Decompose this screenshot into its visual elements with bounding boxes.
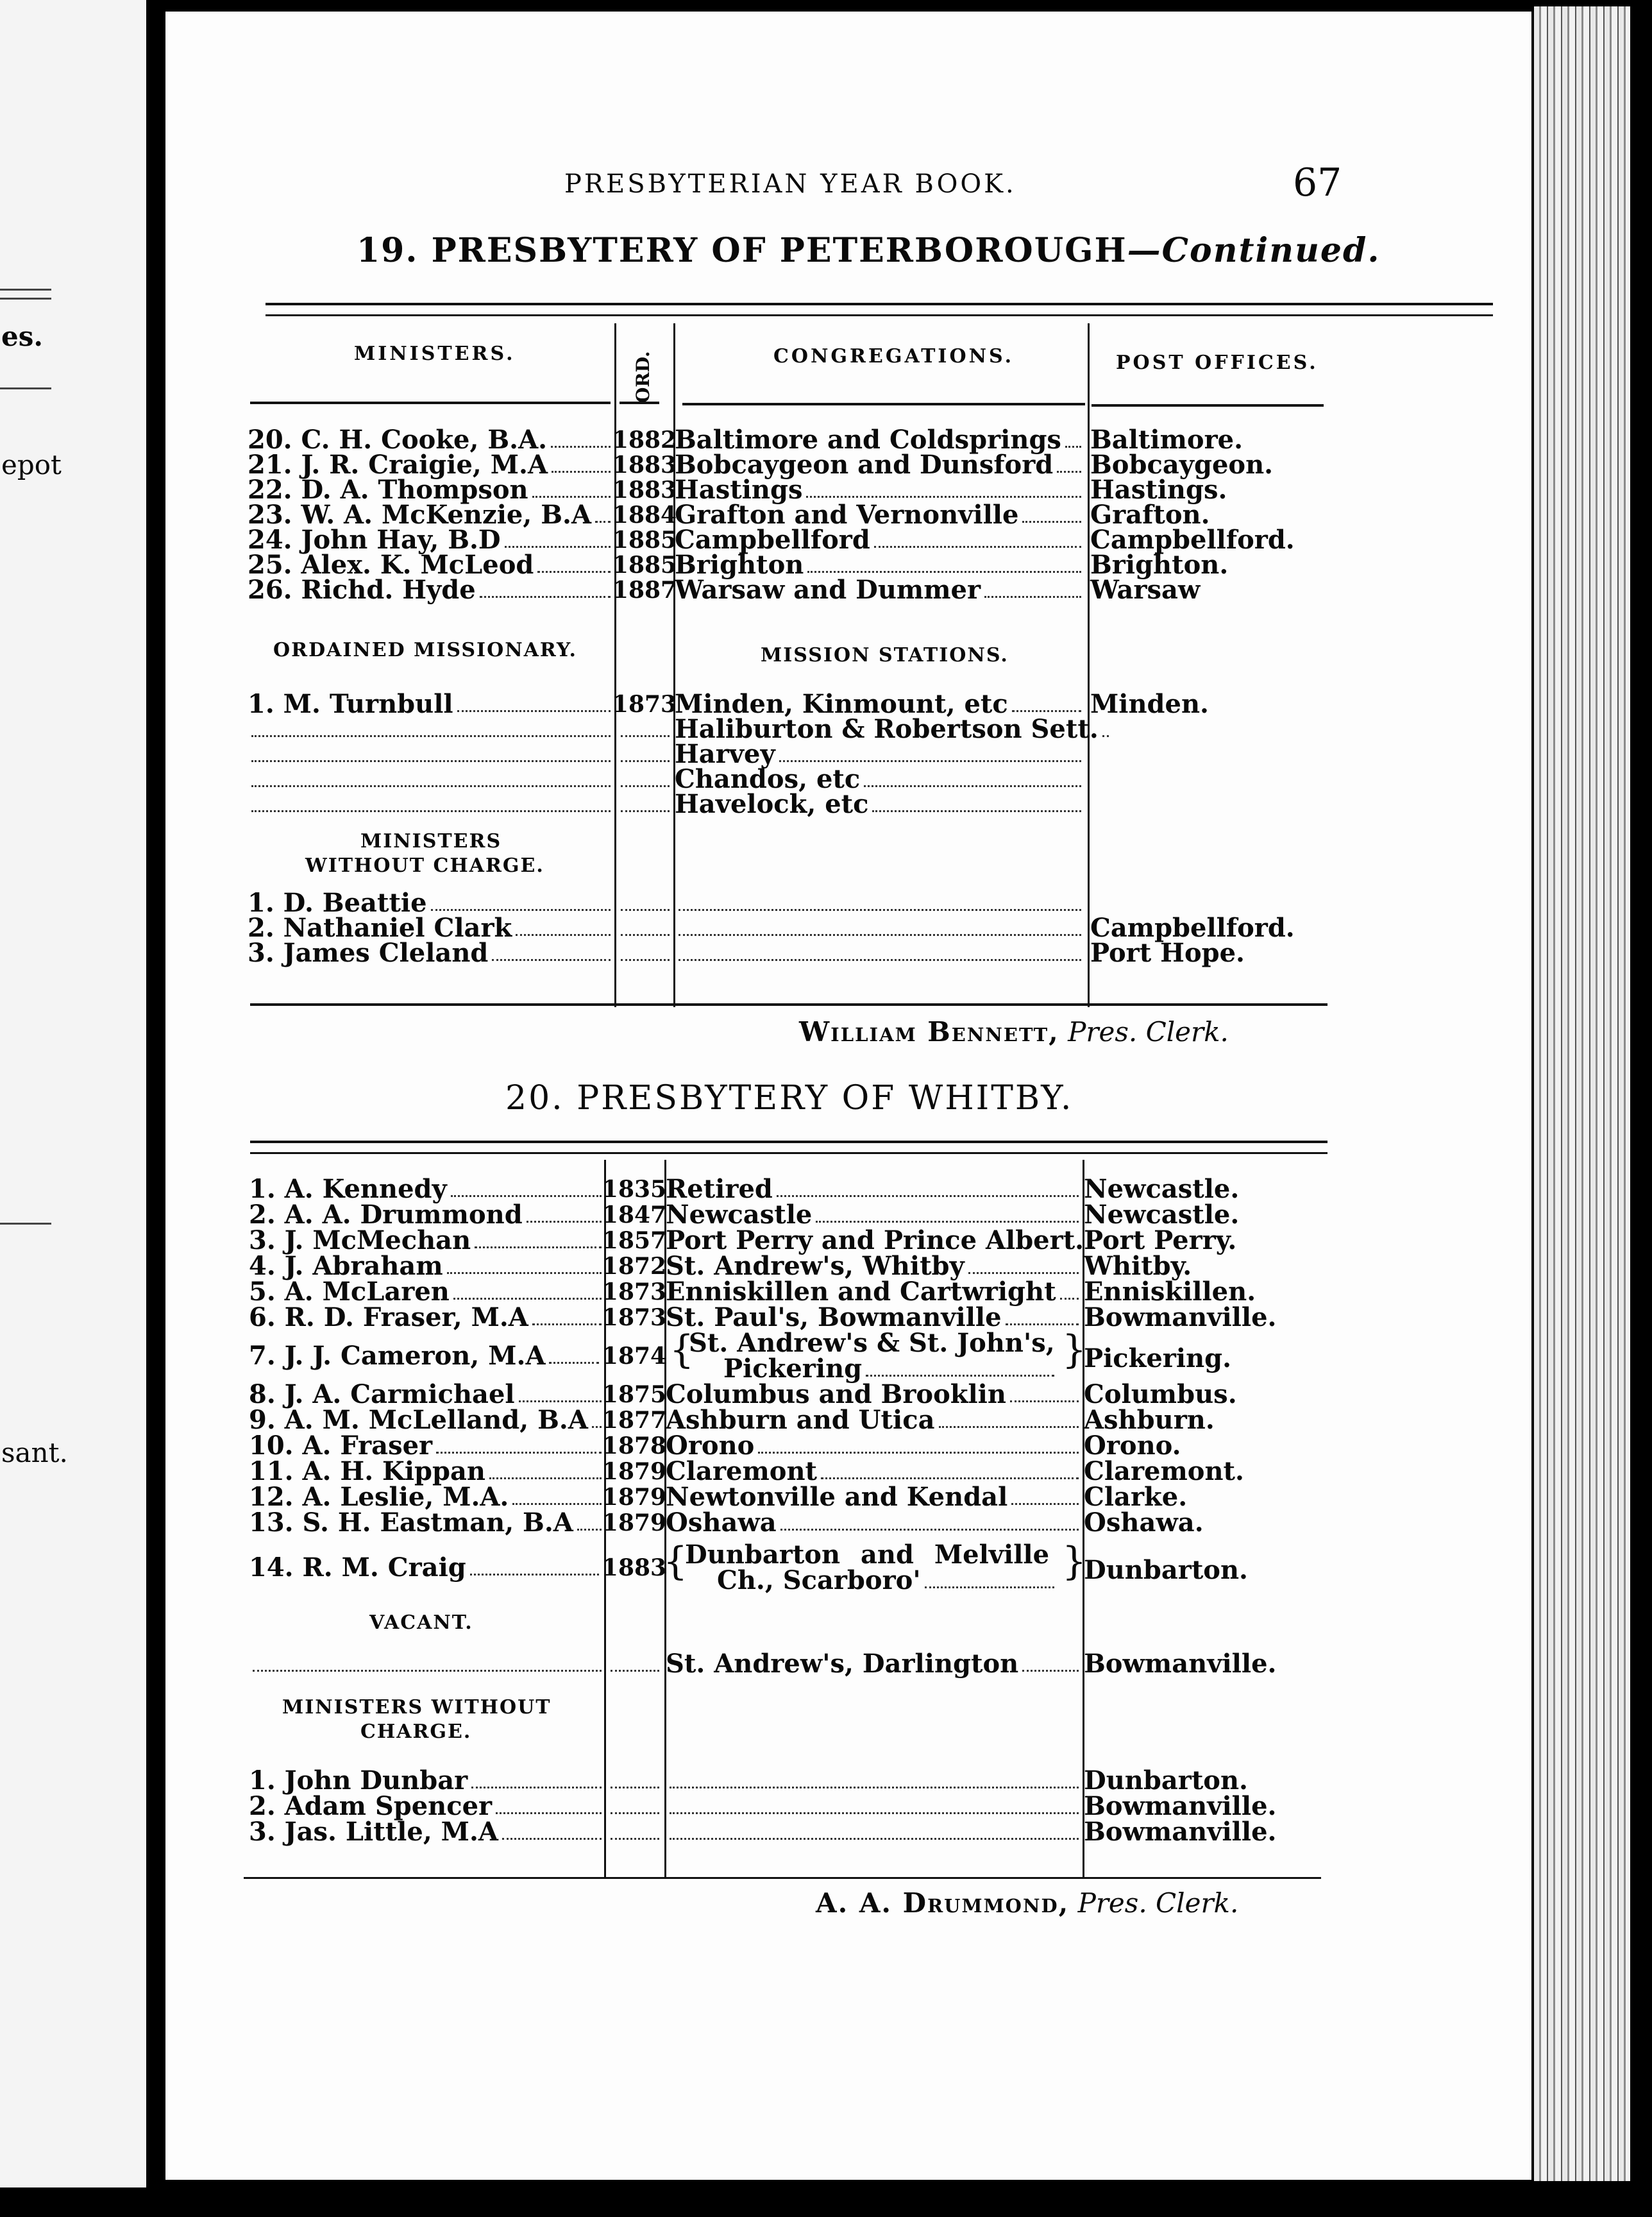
congregation: Retired: [666, 1174, 773, 1204]
book-page: [165, 12, 1531, 2180]
clerk-signature: [799, 1016, 1229, 1048]
congregation: Dunbarton and Melville: [685, 1540, 1050, 1570]
clerk-name: William Bennett,: [799, 1016, 1059, 1048]
minister-name: 24. John Hay, B.D: [248, 525, 501, 555]
table-row: [249, 1791, 1339, 1821]
post-office: Newcastle.: [1084, 1200, 1240, 1230]
ordination-year: 1879: [602, 1509, 667, 1536]
subheading-mission-stations: MISSION STATIONS.: [761, 644, 1009, 667]
congregation: Chandos, etc: [675, 764, 861, 794]
minister-name: 8. J. A. Carmichael: [249, 1379, 515, 1409]
table-row: [248, 552, 1338, 578]
post-office: Port Hope.: [1090, 938, 1245, 968]
table-row: [248, 577, 1338, 603]
post-office: Hastings.: [1090, 475, 1227, 505]
congregation: Claremont: [666, 1456, 818, 1486]
rule: [244, 1877, 1321, 1879]
congregation: Enniskillen and Cartwright: [666, 1277, 1056, 1307]
book-edge: [1534, 6, 1630, 2181]
table-row: [249, 1651, 1339, 1677]
minister-name: 20. C. H. Cooke, B.A.: [248, 425, 548, 455]
ordination-year: 1883: [612, 477, 677, 504]
table-row: [248, 739, 1338, 769]
minister-name: 7. J. J. Cameron, M.A: [249, 1341, 546, 1371]
congregation: Ch., Scarboro': [717, 1565, 921, 1595]
text-fragment: es.: [1, 321, 43, 352]
post-office: Grafton.: [1090, 500, 1210, 530]
minister-name: 10. A. Fraser: [249, 1431, 433, 1461]
table-row: [249, 1819, 1339, 1845]
post-office: Pickering.: [1084, 1343, 1232, 1373]
running-head: PRESBYTERIAN YEAR BOOK.: [564, 169, 1016, 199]
post-office: Baltimore.: [1090, 425, 1243, 455]
table-row: [249, 1456, 1339, 1486]
congregation: Columbus and Brooklin: [666, 1379, 1006, 1409]
table-row: [248, 527, 1338, 553]
congregation: St. Andrew's, Darlington: [666, 1649, 1019, 1679]
congregation: Havelock, etc: [675, 789, 869, 819]
table-row: 14. R. M. Craig 1883 { Dunbarton and Melville Ch., Scarboro' } Dunbarton.: [249, 1539, 1248, 1595]
minister-name: 1. M. Turnbull: [248, 689, 453, 719]
rule: [0, 289, 51, 291]
post-office: Minden.: [1090, 689, 1209, 719]
rule: [0, 298, 51, 300]
minister-name: 12. A. Leslie, M.A.: [249, 1482, 509, 1512]
section-title-whitby: 20. PRESBYTERY OF WHITBY.: [505, 1079, 1074, 1117]
ordination-year: 1885: [612, 552, 677, 579]
minister-name: 6. R. D. Fraser, M.A: [249, 1302, 528, 1332]
ordination-year: 1882: [612, 427, 677, 454]
post-office: Bowmanville.: [1084, 1649, 1277, 1679]
rule: [250, 402, 611, 404]
rule: [1092, 404, 1324, 407]
table-row: [248, 789, 1338, 819]
rule: [250, 1003, 1328, 1006]
ordination-year: 1883: [602, 1554, 667, 1581]
post-office: Warsaw: [1090, 575, 1201, 605]
minister-name: 2. Nathaniel Clark: [248, 913, 512, 943]
congregation: Port Perry and Prince Albert.: [666, 1225, 1084, 1255]
post-office: Ashburn.: [1084, 1405, 1215, 1435]
table-row: [248, 689, 1338, 719]
post-office: Oshawa.: [1084, 1508, 1204, 1538]
page-number: 67: [1293, 160, 1342, 205]
table-row: [248, 714, 1338, 744]
congregation: Hastings: [675, 475, 803, 505]
congregation: Warsaw and Dummer: [675, 575, 981, 605]
post-office: Brighton.: [1090, 550, 1229, 580]
minister-name: 23. W. A. McKenzie, B.A: [248, 500, 591, 530]
congregation: St. Andrew's, Whitby: [666, 1251, 965, 1281]
ordination-year: 1877: [602, 1407, 667, 1434]
column-header-post-offices: POST OFFICES.: [1116, 352, 1319, 374]
post-office: Clarke.: [1084, 1482, 1188, 1512]
table-row: [249, 1433, 1339, 1459]
congregation: Baltimore and Coldsprings: [675, 425, 1061, 455]
post-office: Campbellford.: [1090, 913, 1295, 943]
congregation: St. Andrew's & St. John's,: [689, 1328, 1055, 1358]
rule: [0, 387, 51, 389]
subheading-without-charge: CHARGE.: [360, 1720, 472, 1743]
congregation: Orono: [666, 1431, 755, 1461]
post-office: Bowmanville.: [1084, 1791, 1277, 1821]
minister-name: 14. R. M. Craig: [249, 1552, 466, 1583]
congregation: Grafton and Vernonville: [675, 500, 1019, 530]
minister-name: 13. S. H. Eastman, B.A: [249, 1508, 573, 1538]
section-title-text: 19. PRESBYTERY OF PETERBOROUGH: [357, 231, 1127, 270]
table-row: [248, 940, 1338, 966]
table-row: [248, 764, 1338, 794]
ordination-year: 1878: [602, 1432, 667, 1459]
subheading-without-charge: WITHOUT CHARGE.: [305, 854, 544, 877]
table-row: [248, 890, 1338, 916]
congregation: Haliburton & Robertson Sett.: [675, 714, 1099, 744]
ordination-year: 1887: [612, 577, 677, 604]
subheading-vacant: VACANT.: [369, 1611, 473, 1634]
ordination-year: 1873: [612, 691, 677, 718]
table-row: [249, 1484, 1339, 1510]
column-header-ministers: MINISTERS.: [354, 343, 516, 365]
table-row: [249, 1765, 1339, 1796]
congregation: Pickering: [723, 1354, 863, 1384]
table-row: [249, 1510, 1339, 1536]
ordination-year: 1874: [602, 1343, 667, 1370]
text-fragment: sant.: [1, 1437, 68, 1468]
ordination-year: 1835: [602, 1176, 667, 1203]
minister-name: 4. J. Abraham: [249, 1251, 443, 1281]
congregation: Newcastle: [666, 1200, 813, 1230]
post-office: Bowmanville.: [1084, 1817, 1277, 1847]
table-row: [249, 1407, 1339, 1433]
ordination-year: 1873: [602, 1278, 667, 1305]
rule: [682, 403, 1085, 405]
congregation: Ashburn and Utica: [666, 1405, 935, 1435]
congregation: Oshawa: [666, 1508, 777, 1538]
rule: [250, 1141, 1328, 1143]
congregation: St. Paul's, Bowmanville: [666, 1302, 1002, 1332]
ordination-year: 1872: [602, 1253, 667, 1280]
minister-name: 9. A. M. McLelland, B.A: [249, 1405, 588, 1435]
table-row: [248, 477, 1338, 503]
table-row: [249, 1225, 1339, 1255]
subheading-without-charge: MINISTERS WITHOUT: [282, 1696, 552, 1719]
minister-name: 2. A. A. Drummond: [249, 1200, 523, 1230]
ordination-year: 1879: [602, 1484, 667, 1511]
minister-name: 3. J. McMechan: [249, 1225, 471, 1255]
minister-name: 1. John Dunbar: [249, 1765, 468, 1796]
rule: [620, 402, 659, 404]
congregation: Brighton: [675, 550, 804, 580]
post-office: Port Perry.: [1084, 1225, 1237, 1255]
rule: [266, 303, 1493, 305]
minister-name: 1. A. Kennedy: [249, 1174, 447, 1204]
minister-name: 11. A. H. Kippan: [249, 1456, 485, 1486]
ordination-year: 1884: [612, 502, 677, 529]
table-row: [249, 1176, 1339, 1202]
minister-name: 2. Adam Spencer: [249, 1791, 493, 1821]
column-header-congregations: CONGREGATIONS.: [773, 345, 1015, 368]
post-office: Dunbarton.: [1084, 1555, 1248, 1585]
minister-name: 22. D. A. Thompson: [248, 475, 528, 505]
table-row: [249, 1279, 1339, 1305]
ordination-year: 1873: [602, 1304, 667, 1331]
ordination-year: 1847: [602, 1202, 667, 1228]
table-row: [248, 915, 1338, 941]
post-office: Bobcaygeon.: [1090, 450, 1274, 480]
clerk-title: Pres. Clerk.: [1077, 1887, 1239, 1919]
clerk-name: A. A. Drummond,: [816, 1887, 1070, 1919]
post-office: Bowmanville.: [1084, 1302, 1277, 1332]
minister-name: 21. J. R. Craigie, M.A: [248, 450, 548, 480]
congregation: Campbellford: [675, 525, 870, 555]
minister-name: 26. Richd. Hyde: [248, 575, 476, 605]
table-row: [249, 1302, 1339, 1332]
post-office: Columbus.: [1084, 1379, 1237, 1409]
post-office: Enniskillen.: [1084, 1277, 1256, 1307]
table-row: [249, 1253, 1339, 1279]
congregation: Minden, Kinmount, etc: [675, 689, 1008, 719]
text-fragment: epot: [1, 449, 62, 480]
ordination-year: 1875: [602, 1381, 667, 1408]
congregation: Newtonville and Kendal: [666, 1482, 1008, 1512]
minister-name: 1. D. Beattie: [248, 888, 427, 918]
table-row: 7. J. J. Cameron, M.A 1874 { St. Andrew's & St. John's, Pickering } Pickering.: [249, 1327, 1232, 1384]
post-office: Whitby.: [1084, 1251, 1192, 1281]
section-title-suffix: —Continued.: [1127, 231, 1381, 270]
rule: [250, 1152, 1328, 1154]
facing-page-edge: [0, 0, 146, 2187]
column-header-ord: ORD.: [632, 351, 653, 403]
post-office: Dunbarton.: [1084, 1765, 1248, 1796]
ordination-year: 1857: [602, 1227, 667, 1254]
post-office: Newcastle.: [1084, 1174, 1240, 1204]
table-row: [248, 502, 1338, 528]
clerk-signature: [816, 1887, 1238, 1919]
subheading-ordained-missionary: ORDAINED MISSIONARY.: [273, 639, 577, 661]
minister-name: 3. Jas. Little, M.A: [249, 1817, 498, 1847]
rule: [0, 1223, 51, 1225]
post-office: Orono.: [1084, 1431, 1181, 1461]
rule: [266, 314, 1493, 316]
post-office: Campbellford.: [1090, 525, 1295, 555]
congregation: Bobcaygeon and Dunsford: [675, 450, 1054, 480]
table-row: [248, 427, 1338, 453]
congregation: Harvey: [675, 739, 775, 769]
minister-name: 3. James Cleland: [248, 938, 489, 968]
ordination-year: 1883: [612, 452, 677, 479]
section-title-peterborough: [357, 231, 1380, 270]
clerk-title: Pres. Clerk.: [1068, 1016, 1229, 1048]
minister-name: 5. A. McLaren: [249, 1277, 450, 1307]
table-row: [248, 452, 1338, 478]
ordination-year: 1885: [612, 527, 677, 554]
minister-name: 25. Alex. K. McLeod: [248, 550, 534, 580]
post-office: Claremont.: [1084, 1456, 1244, 1486]
table-row: [249, 1379, 1339, 1409]
ordination-year: 1879: [602, 1458, 667, 1485]
subheading-without-charge: MINISTERS: [360, 830, 502, 853]
table-row: [249, 1202, 1339, 1228]
